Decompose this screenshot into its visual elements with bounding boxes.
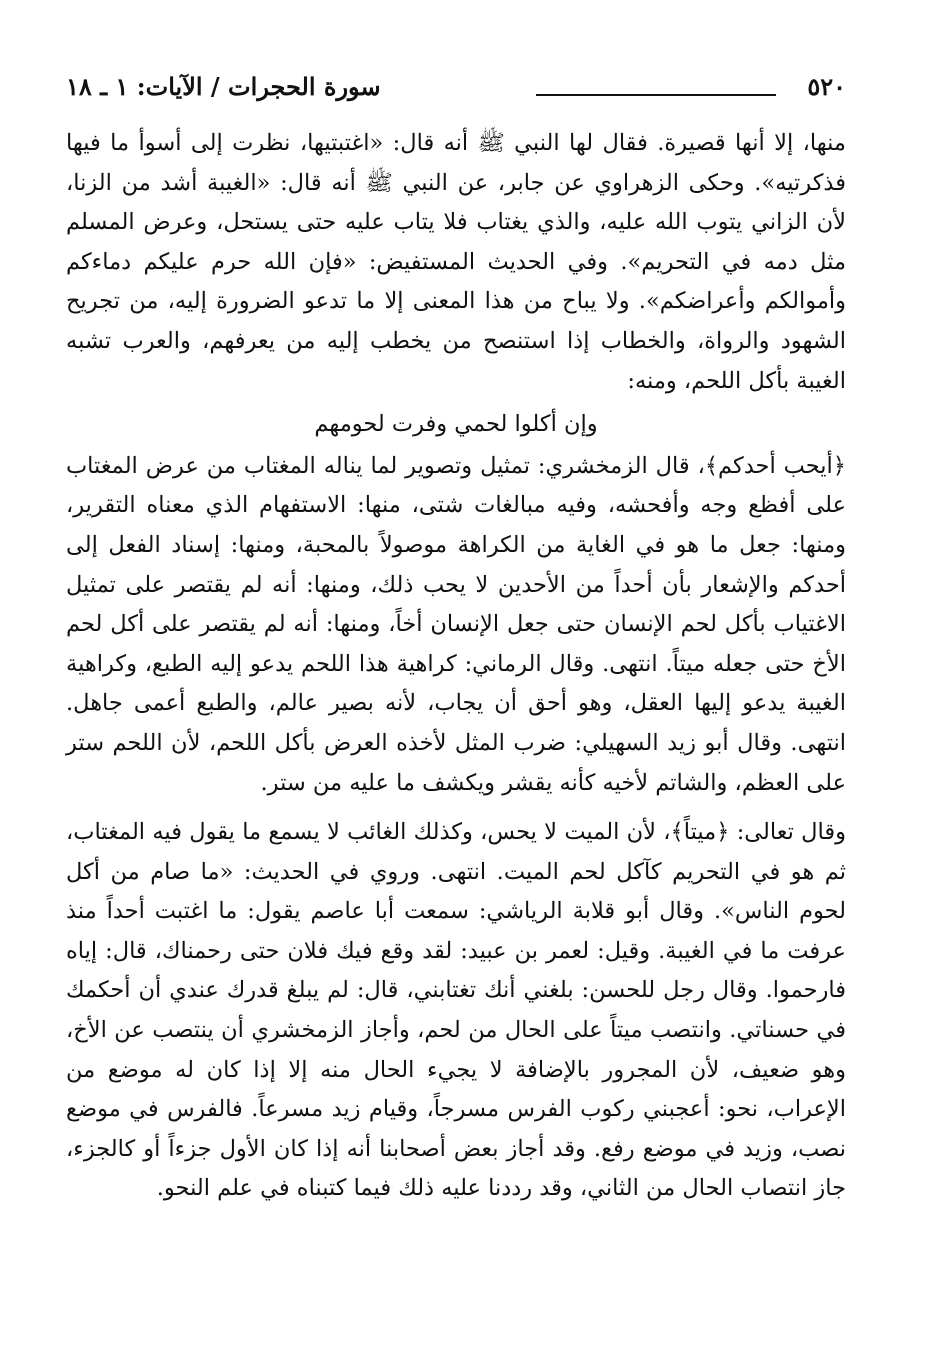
running-title: سورة الحجرات / الآيات: ١ ـ ١٨: [66, 72, 381, 101]
paragraph: ﴿أيحب أحدكم﴾، قال الزمخشري: تمثيل وتصوير لما يناله المغتاب من عرض المغتاب على أفظع وجه وأفحشه، وفيه مبالغات شتى، منها: الاستفهام الذي معناه التقرير، ومنها: جعل ما هو في الغاية من الكراهة موصولاً بالمحبة، ومنها: إسناد الفعل إلى أحدكم والإشعار بأن أحداً من الأحدين لا يحب ذلك، ومنها: أنه لم يقتصر على تمثيل الاغتياب بأكل لحم الإنسان حتى جعل الإنسان أخاً، ومنها: أنه لم يقتصر على أكل لحم الأخ حتى جعله ميتاً. انتهى. وقال الرماني: كراهية هذا اللحم يدعو إليه الطبع، وكراهية الغيبة يدعو إليها العقل، وهو أحق أن يجاب، لأنه بصير عالم، والطبع أعمى جاهل. انتهى. وقال أبو زيد السهيلي: ضرب المثل لأخذه العرض بأكل اللحم، لأن اللحم ستر على العظم، والشاتم لأخيه كأنه يقشر ويكشف ما عليه من ستر.: [66, 452, 846, 796]
paragraph: منها، إلا أنها قصيرة. فقال لها النبي ﷺ أنه قال: «اغتبتيها، نظرت إلى أسوأ ما فيها فذكرتيه». وحكى الزهراوي عن جابر، عن النبي ﷺ أنه قال: «الغيبة أشد من الزنا، لأن الزاني يتوب الله عليه، والذي يغتاب فلا يتاب عليه حتى يستحل، وعرض المسلم مثل دمه في التحريم». وفي الحديث المستفيض: «فإن الله حرم عليكم دماءكم وأموالكم وأعراضكم». ولا يباح من هذا المعنى إلا ما تدعو الضرورة إليه، من تجريح الشهود والرواة، والخطاب إذا استنصح من يخطب إليه من يعرفهم، والعرب تشبه الغيبة بأكل اللحم، ومنه:: [66, 130, 846, 394]
page-header: [66, 68, 846, 108]
paragraph: وقال تعالى: ﴿ميتاً﴾، لأن الميت لا يحس، وكذلك الغائب لا يسمع ما يقول فيه المغتاب، ثم هو في التحريم كآكل لحم الميت. انتهى. وروي في الحديث: «ما صام من أكل لحوم الناس». وقال أبو قلابة الرياشي: سمعت أبا عاصم يقول: ما اغتبت أحداً منذ عرفت ما في الغيبة. وقيل: لعمر بن عبيد: لقد وقع فيك فلان حتى رحمناك، قال: إياه فارحموا. وقال رجل للحسن: بلغني أنك تغتابني، قال: لم يبلغ قدرك عندي أن أحكمك في حسناتي. وانتصب ميتاً على الحال من لحم، وأجاز الزمخشري أن ينتصب عن الأخ، وهو ضعيف، لأن المجرور بالإضافة لا يجيء الحال منه إلا إذا كان له موضع من الإعراب، نحو: أعجبني ركوب الفرس مسرجاً، وقيام زيد مسرعاً. فالفرس في موضع نصب، وزيد في موضع رفع. وقد أجاز بعض أصحابنا أنه إذا كان الأول جزءاً أو كالجزء، جاز انتصاب الحال من الثاني، وقد رددنا عليه ذلك فيما كتبناه في علم النحو.: [66, 819, 846, 1202]
poetry-verse: وإن أكلوا لحمي وفرت لحومهم: [314, 411, 598, 438]
page-number: ٥٢٠: [807, 72, 846, 101]
paragraph-gap: [66, 803, 846, 813]
header-rule: [536, 94, 776, 96]
page-body: [66, 124, 846, 1209]
